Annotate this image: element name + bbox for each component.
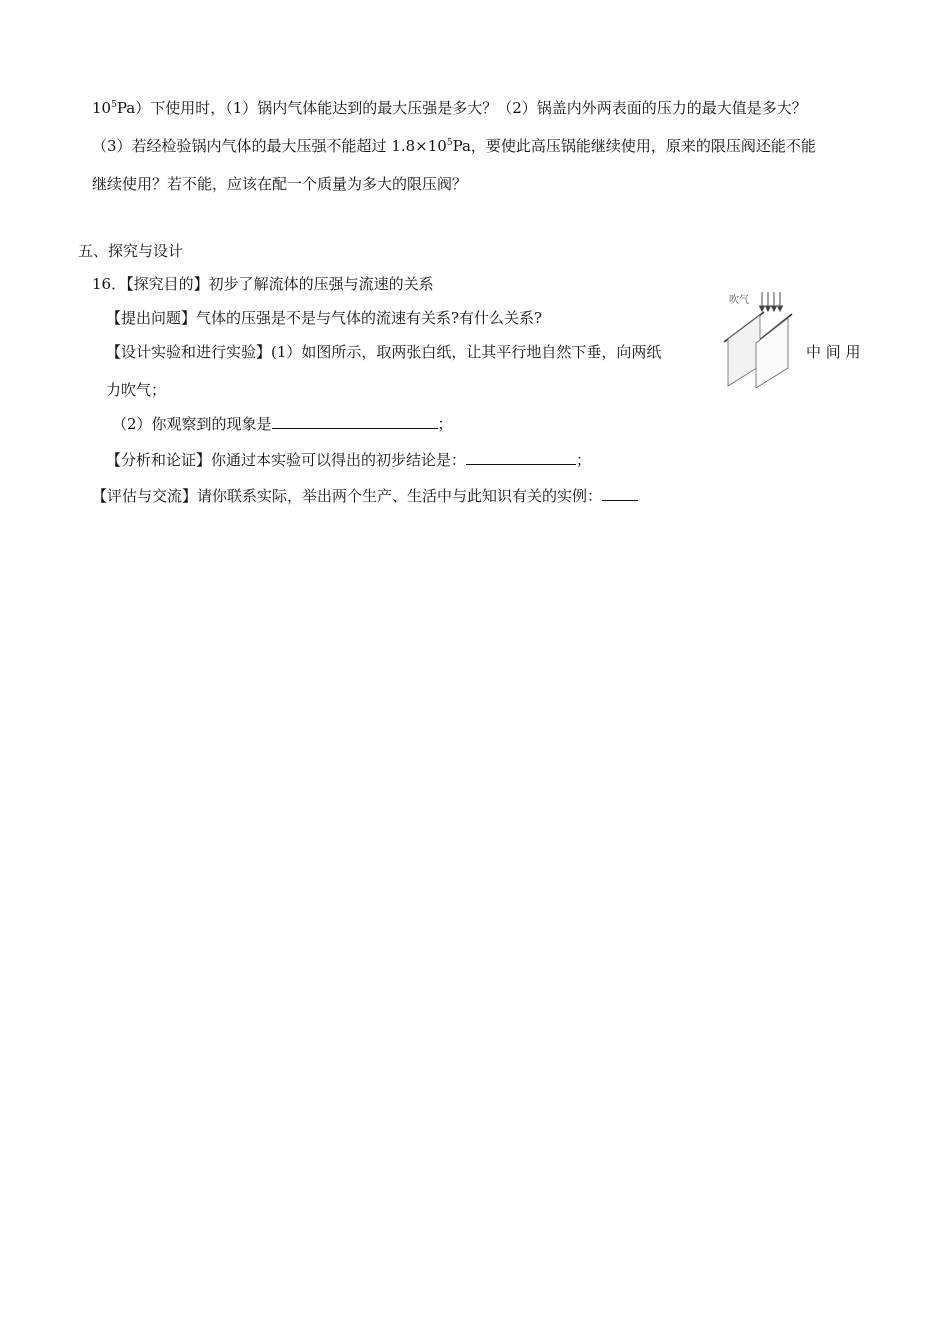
q15-line2-pre: （3）若经检验锅内气体的最大压强不能超过 1.8×10 [92, 137, 447, 155]
q16-observe-post: ； [437, 415, 453, 433]
q16-analysis-post: ； [576, 451, 592, 469]
q15-line1-sup: 5 [111, 100, 117, 110]
q16-observe-pre: （2）你观察到的现象是 [112, 415, 272, 433]
q15-line-1 [92, 98, 807, 118]
q16-evaluate-line [92, 486, 638, 506]
evaluate-answer-blank[interactable] [602, 486, 638, 501]
q15-line2-sup: 5 [446, 138, 453, 148]
q16-evaluate-tag: 【评估与交流】 [92, 487, 198, 505]
q16-question-tag: 【提出问题】 [106, 309, 197, 327]
q16-purpose-text: 初步了解流体的压强与流速的关系 [208, 275, 434, 293]
q15-line-3 [92, 174, 467, 194]
section5-heading: 五、探究与设计 [78, 242, 184, 260]
observe-answer-blank[interactable] [272, 414, 438, 429]
q16-analysis-pre: 你通过本实验可以得出的初步结论是： [211, 451, 467, 469]
q16-design-cont-line [106, 380, 166, 400]
q16-analysis-tag: 【分析和论证】 [106, 451, 212, 469]
q16-design-cont: 力吹气； [106, 381, 167, 399]
q15-line-2 [92, 136, 816, 156]
q16-analysis-line [106, 450, 591, 470]
figure-label: 吹气 [729, 295, 749, 306]
q16-design-right [806, 342, 861, 362]
section-heading [78, 241, 183, 261]
analysis-answer-blank[interactable] [466, 450, 576, 465]
q16-purpose-line [92, 274, 434, 294]
q15-line3: 继续使用？若不能，应该在配一个质量为多大的限压阀？ [92, 175, 468, 193]
q16-purpose-tag: 【探究目的】 [126, 275, 209, 293]
q16-design-line [106, 342, 661, 362]
q16-design-tag: 【设计实验和进行实验】 [106, 343, 272, 361]
q16-design-text: (1）如图所示，取两张白纸，让其平行地自然下垂，向两纸 [271, 343, 662, 361]
q16-question-line [106, 308, 542, 328]
q16-observe-line [112, 414, 453, 434]
q15-line1-post: Pa）下使用时，（1）锅内气体能达到的最大压强是多大？（2）锅盖内外两表面的压力的最大值是多大？ [116, 99, 807, 117]
q16-number: 16． [92, 275, 127, 293]
q16-question-text: 气体的压强是不是与气体的流速有关系?有什么关系? [196, 309, 543, 327]
paper-blow-figure [722, 288, 794, 388]
q15-line1-pre: 10 [92, 99, 112, 117]
q16-evaluate-pre: 请你联系实际，举出两个生产、生活中与此知识有关的实例： [197, 487, 603, 505]
q16-design-cont-right: 中 间 用 [806, 343, 861, 361]
q15-line2-post: Pa，要使此高压锅能继续使用，原来的限压阀还能不能 [452, 137, 816, 155]
